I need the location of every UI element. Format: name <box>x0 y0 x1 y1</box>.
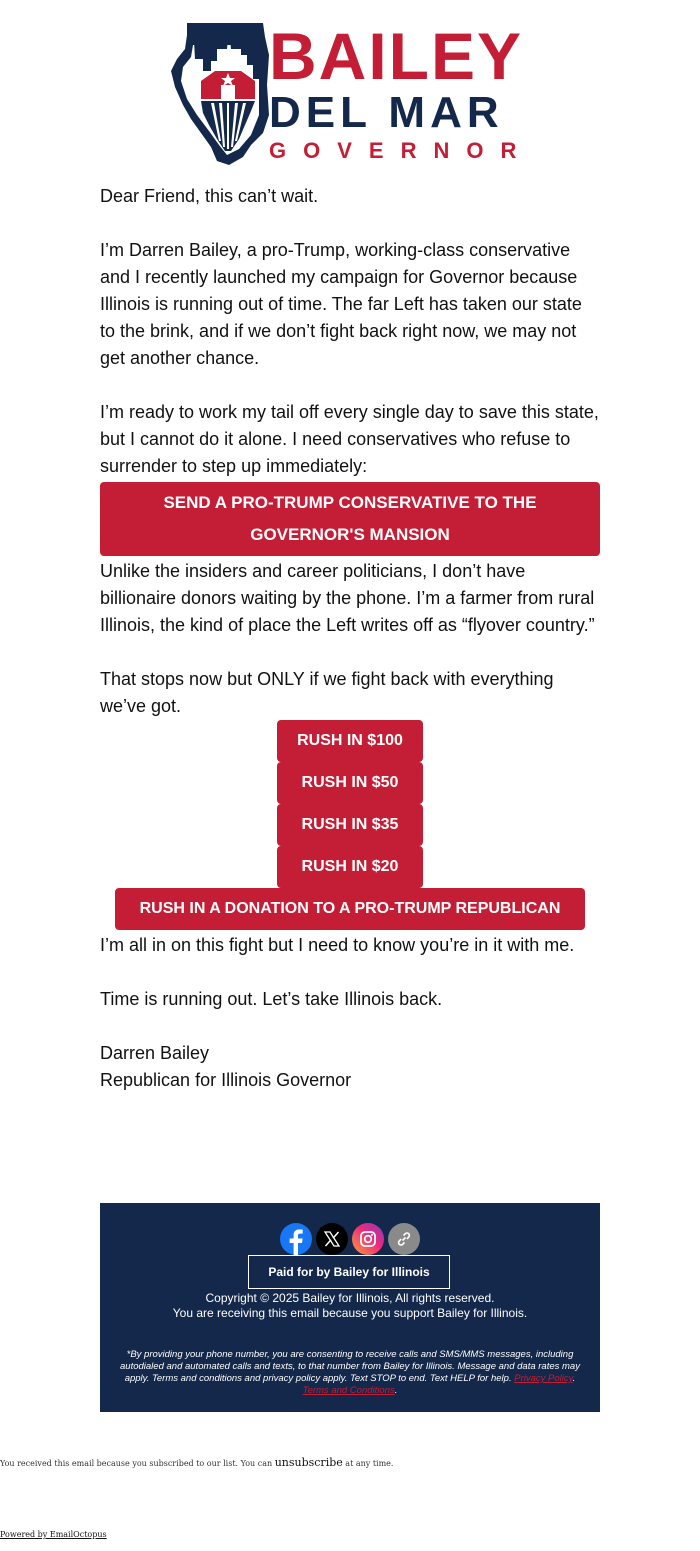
email-footer <box>100 1203 600 1412</box>
subscription-suffix: at any time. <box>342 1459 394 1468</box>
terms-conditions-link[interactable]: Terms and Conditions <box>302 1385 395 1396</box>
greeting: Dear Friend, this can’t wait. <box>100 186 319 206</box>
paid-for-disclaimer: Paid for by Bailey for Illinois <box>248 1255 450 1289</box>
svg-text:BAILEY: BAILEY <box>269 19 524 93</box>
paragraph-intro: I’m Darren Bailey, a pro-Trump, working-class conservative and I recently launched my campaign for Governor because Illinois is running out of time. The far Left has taken our state to the brink, and if we don’t fight back right now, we may not get another chance. <box>100 240 582 368</box>
donate-100-button[interactable]: RUSH IN $100 <box>277 720 423 762</box>
donation-buttons <box>100 720 600 932</box>
send-conservative-button[interactable]: SEND A PRO-TRUMP CONSERVATIVE TO THE GOVERNOR'S MANSION <box>100 482 600 556</box>
legal-text: *By providing your phone number, you are consenting to receive calls and SMS/MMS messages, including autodialed and automated calls and texts, to that number from Bailey for Illinois. Message and data rates may apply. Terms and conditions and privacy policy apply. Text STOP to end. Text HELP for help. <box>120 1349 580 1384</box>
copyright-line: Copyright © 2025 Bailey for Illinois, All rights reserved. <box>205 1291 495 1305</box>
copyright-text <box>100 1291 600 1321</box>
email-body <box>100 183 600 1094</box>
paragraph-fight-back: That stops now but ONLY if we fight back with everything we’ve got. <box>100 669 554 716</box>
paragraph-time-running-out: Time is running out. Let’s take Illinois back. <box>100 989 443 1009</box>
signature-name: Darren Bailey <box>100 1043 210 1063</box>
signature-title: Republican for Illinois Governor <box>100 1070 352 1090</box>
receiving-reason: You are receiving this email because you support Bailey for Illinois. <box>172 1306 528 1320</box>
link-icon[interactable] <box>388 1223 420 1255</box>
subscription-prefix: You received this email because you subscribed to our list. You can <box>0 1459 275 1468</box>
svg-text:DEL MAR: DEL MAR <box>269 88 504 137</box>
instagram-icon[interactable] <box>352 1223 384 1255</box>
x-icon[interactable] <box>316 1223 348 1255</box>
paragraph-farmer: Unlike the insiders and career politicians, I don’t have billionaire donors waiting by the phone. I’m a farmer from rural Illinois, the kind of place the Left writes off as “flyover country.” <box>100 561 595 635</box>
facebook-icon[interactable] <box>280 1223 312 1255</box>
subscription-notice <box>0 1456 393 1469</box>
illinois-map-icon <box>165 15 535 170</box>
unsubscribe-link[interactable]: unsubscribe <box>274 1456 343 1469</box>
legal-end: . <box>394 1385 398 1396</box>
link-separator: . <box>572 1373 576 1384</box>
donate-20-button[interactable]: RUSH IN $20 <box>277 846 423 888</box>
svg-text:GOVERNOR: GOVERNOR <box>269 138 534 163</box>
privacy-policy-link[interactable]: Privacy Policy <box>514 1373 573 1384</box>
donate-any-amount-button[interactable]: RUSH IN A DONATION TO A PRO-TRUMP REPUBLICAN <box>115 888 585 930</box>
paragraph-all-in: I’m all in on this fight but I need to know you’re in it with me. <box>100 935 575 955</box>
campaign-logo <box>165 15 535 170</box>
social-links <box>100 1223 600 1255</box>
donate-35-button[interactable]: RUSH IN $35 <box>277 804 423 846</box>
donate-50-button[interactable]: RUSH IN $50 <box>277 762 423 804</box>
powered-by-emailoctopus-link[interactable]: Powered by EmailOctopus <box>0 1530 107 1539</box>
paragraph-appeal: I’m ready to work my tail off every single day to save this state, but I cannot do it alone. I need conservatives who refuse to surrender to step up immediately: <box>100 402 599 476</box>
sms-legal-disclaimer <box>114 1349 586 1397</box>
